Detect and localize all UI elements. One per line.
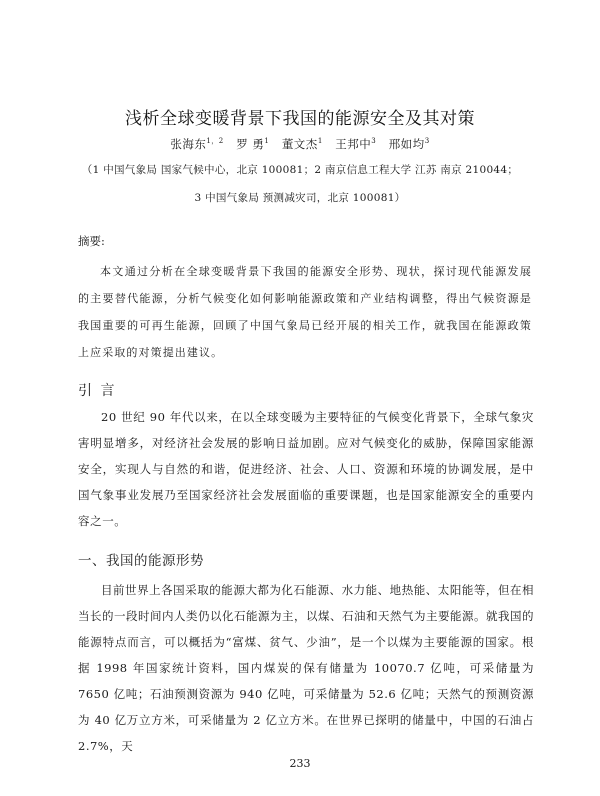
paper-title: 浅析全球变暖背景下我国的能源安全及其对策 — [125, 109, 475, 129]
author-name: 邢如均 — [388, 137, 425, 151]
affiliation-line-2: 3 中国气象局 预测减灾司，北京 100081） — [194, 192, 406, 204]
author-affiliation-mark: 3 — [424, 137, 430, 146]
author-name: 董文杰 — [281, 137, 318, 151]
abstract-label: 摘要: — [78, 234, 105, 248]
author-affiliation-mark: 1 — [264, 137, 270, 146]
intro-heading: 引 言 — [78, 383, 117, 399]
abstract-text: 本文通过分析在全球变暖背景下我国的能源安全形势、现状，探讨现代能源发展的主要替代能源，分析气候变化如何影响能源政策和产业结构调整，得出气候资源是我国重要的可再生能源，回顾了中国气象局已经开展的相关工作，就我国在能源政策上应采取的对策提出建议。 — [78, 265, 532, 359]
author-list — [0, 136, 600, 152]
section-1-paragraph: 目前世界上各国采取的能源大都为化石能源、水力能、地热能、太阳能等，但在相当长的一段时间内人类仍以化石能源为主，以煤、石油和天然气为主要能源。就我国的能源特点而言，可以概括为“富煤、贫气、少油”，是一个以煤为主要能源的国家。根据 1998 年国家统计资料，国内煤炭的保有储量为 10070.7 亿吨，可采储量为 7650 亿吨；石油预测资源为 940 亿吨，可采储量为 52.6 亿吨；天然气的预测资源为 40 亿万立方米，可采储量为 2 亿立方米。在世界已探明的储量中，中国的石油占 2.7%，天 — [78, 583, 534, 753]
affiliation-line-1: （1 中国气象局 国家气候中心，北京 100081；2 南京信息工程大学 江苏 南京 210044； — [81, 164, 519, 176]
author-name: 张海东 — [170, 137, 207, 151]
page-number: 233 — [289, 757, 311, 770]
intro-paragraph: 20 世纪 90 年代以来，在以全球变暖为主要特征的气候变化背景下，全球气象灾害明显增多，对经济社会发展的影响日益加剧。应对气候变化的威胁，保障国家能源安全，实现人与自然的和谐，促进经济、社会、人口、资源和环境的协调发展，是中国气象事业发展乃至国家经济社会发展面临的重要课题，也是国家能源安全的重要内容之一。 — [78, 410, 534, 528]
author-affiliation-mark: 3 — [371, 137, 377, 146]
author-name: 王邦中 — [335, 137, 372, 151]
author-affiliation-mark: 1 — [317, 137, 323, 146]
section-1-heading: 一、我国的能源形势 — [78, 553, 204, 569]
author-affiliation-mark: 1，2 — [206, 137, 224, 146]
author-name: 罗 勇 — [236, 137, 265, 151]
